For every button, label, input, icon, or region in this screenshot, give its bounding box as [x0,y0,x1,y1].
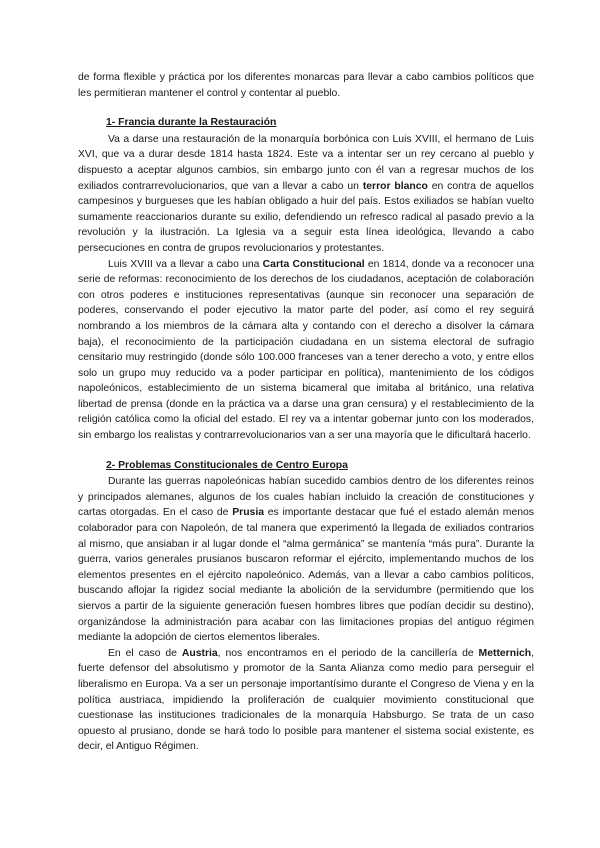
term-metternich: Metternich [478,647,532,659]
term-terror-blanco: terror blanco [362,180,428,192]
term-austria: Austria [181,647,218,659]
section-heading-restauracion: 1- Francia durante la Restauración [106,117,277,129]
paragraph-restauracion-1: Va a darse una restauración de la monarquía borbónica con Luis XVIII, el hermano de Luis XVI, que va a durar desde 1814 hasta 1824. Este va a intentar ser un rey cercano al pueblo y dispuesto a aceptar algunos cambios, sin embargo junto con él van a regresar muchos de los exiliados contrarrevolucionarios, que van a llevar a cabo un terror blanco en contra de aquellos campesinos y burgueses que les habían obligado a huir del país. Estos exiliados se habían vuelto sumamente reaccionarios durante su exilio, defendiendo un refresco radical al pasado previo a la revolución y la ilustración. La Iglesia va a seguir esta línea ideológica, llevando a cabo persecuciones en contra de grupos revolucionarios y protestantes. [78,133,534,254]
paragraph-centro-europa-2: En el caso de Austria, nos encontramos en el periodo de la cancillería de Metternich, fuerte defensor del absolutismo y promotor de la Santa Alianza como medio para perseguir el liberalismo en Europa. Va a ser un personaje importantísimo durante el Congreso de Viena y en la política austriaca, impidiendo la proliferación de cualquier movimiento constitucional que cuestionase las instituciones tradicionales de la monarquía Habsburgo. Se trata de un caso opuesto al prusiano, donde se hará todo lo posible para mantener el sistema social existente, es decir, el Antiguo Régimen. [78,647,534,753]
paragraph-centro-europa-1: Durante las guerras napoleónicas habían sucedido cambios dentro de los diferentes reinos y principados alemanes, algunos de los cuales habían incluido la creación de constituciones y cartas otorgadas. En el caso de Prusia es importante destacar que fué el estado alemán menos colaborador para con Napoleón, de tal manera que experimentó la llegada de exiliados contrarios al mismo, que ansiaban ir al lugar donde el “alma germánica” se mantenía “más pura”. Durante la guerra, varios generales prusianos buscaron reformar el ejército, implementando muchos de los elementos presentes en el ejército napoleónico. Además, van a llevar a cabo cambios políticos, buscando aflojar la rigidez social mediante la abolición de la servidumbre (permitiendo que los siervos a partir de la siguiente generación fuesen hombres libres que podían decidir su destino), organizándose la administración para acabar con las limitaciones propias del antiguo régimen mediante la adopción de ciertos elementos liberales. [78,476,534,644]
section-heading-centro-europa: 2- Problemas Constitucionales de Centro Europa [106,459,348,471]
paragraph-restauracion-2: Luis XVIII va a llevar a cabo una Carta Constitucional en 1814, donde va a reconocer una serie de reformas: reconocimiento de los derechos de los ciudadanos, aceptación de colaboración con otros poderes e instituciones representativas (aunque sin reconocer una separación de poderes, conservando el poder ejecutivo la mator parte del poder, así como el rey seguirá nombrando a los miembros de la cámara alta y contando con el derecho a disolver la cámara baja), el reconocimiento de la participación ciudadana en un sistema electoral de sufragio censitario muy restringido (donde sólo 100.000 franceses van a tener derecho a voto, y entre ellos solo un grupo muy reducido va a poder participar en política), mantenimiento de los códigos napoleónicos, establecimiento de un sistema bicameral que imitaba al británico, una relativa libertad de prensa (donde en la práctica va a darse una gran censura) y el restablecimiento de la religión católica como la oficial del estado. El rey va a intentar gobernar junto con los moderados, sin embargo los realistas y contrarrevolucionarios van a ser una mayoría que le dificultará hacerlo. [78,258,534,442]
term-carta-constitucional: Carta Constitucional [262,258,365,270]
intro-paragraph: de forma flexible y práctica por los diferentes monarcas para llevar a cabo cambios políticos que les permitieran mantener el control y contentar al pueblo. [78,72,534,99]
term-prusia: Prusia [232,507,264,519]
